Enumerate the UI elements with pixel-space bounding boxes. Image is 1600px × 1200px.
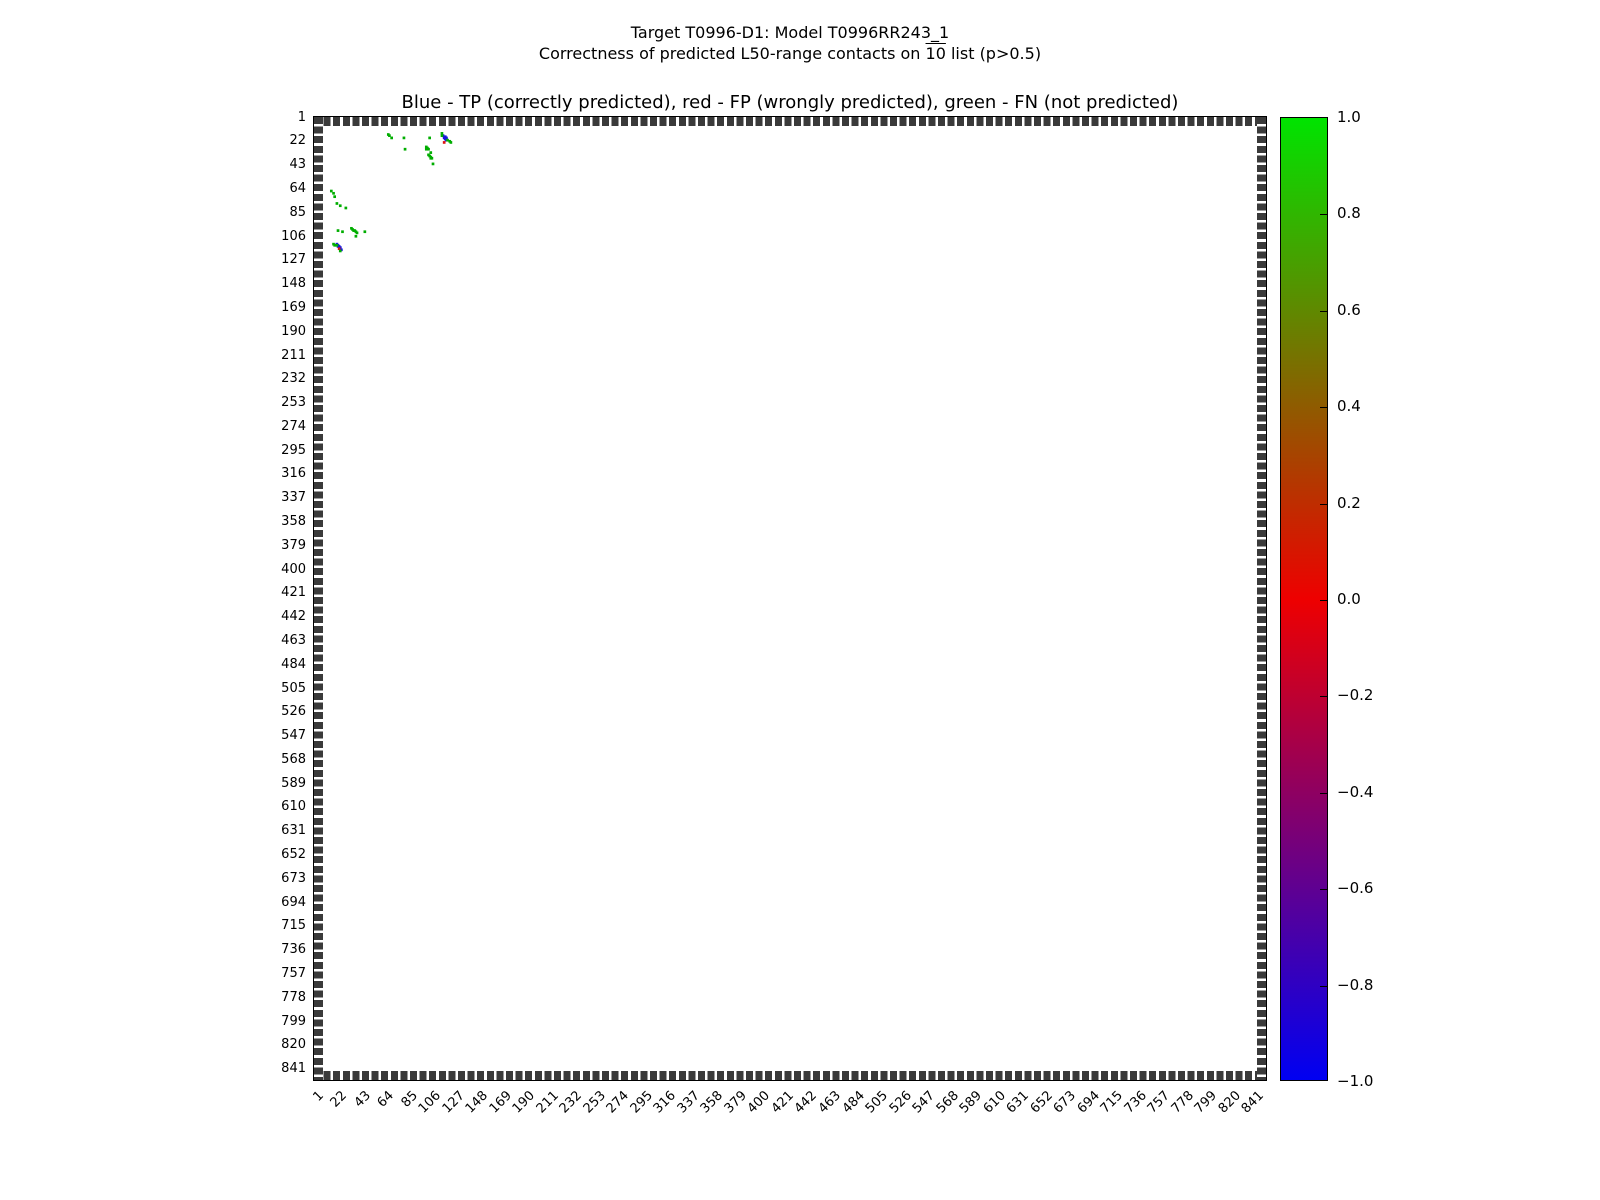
figure-title-line2-overlined: 10 bbox=[925, 44, 946, 63]
x-tick-label: 694 bbox=[1074, 1088, 1103, 1117]
x-tick-label: 232 bbox=[557, 1088, 586, 1117]
figure-title-line2-suffix: list (p>0.5) bbox=[945, 44, 1042, 63]
colorbar bbox=[1280, 117, 1328, 1081]
y-tick-label: 715 bbox=[281, 918, 306, 934]
y-tick-label: 547 bbox=[281, 728, 306, 744]
x-tick-label: 841 bbox=[1238, 1088, 1268, 1117]
x-tick-label: 799 bbox=[1191, 1088, 1221, 1117]
data-point bbox=[336, 202, 339, 205]
data-point bbox=[356, 231, 359, 234]
contact-map-plot bbox=[313, 116, 1267, 1081]
x-tick-label: 253 bbox=[580, 1088, 609, 1117]
colorbar-tick-label: −0.6 bbox=[1337, 879, 1374, 898]
data-point bbox=[345, 207, 348, 210]
colorbar-tick bbox=[1320, 793, 1328, 794]
y-tick-label: 379 bbox=[281, 537, 306, 553]
data-point bbox=[339, 204, 342, 207]
y-tick-label: 421 bbox=[281, 585, 306, 601]
x-tick-label: 778 bbox=[1168, 1088, 1197, 1117]
figure-title-line2 bbox=[313, 43, 1267, 64]
x-tick-label: 421 bbox=[768, 1088, 797, 1117]
x-tick-label: 337 bbox=[674, 1088, 703, 1117]
data-point bbox=[333, 195, 336, 198]
y-tick-label: 568 bbox=[281, 751, 306, 767]
x-tick-label: 400 bbox=[745, 1088, 774, 1117]
x-tick-label: 1 bbox=[310, 1088, 327, 1105]
x-tick-label: 22 bbox=[327, 1088, 351, 1111]
x-tick-label: 148 bbox=[463, 1088, 492, 1117]
x-tick-label: 463 bbox=[815, 1088, 844, 1117]
colorbar-tick-label: 0.6 bbox=[1337, 300, 1361, 319]
colorbar-tick bbox=[1320, 889, 1328, 890]
data-point bbox=[429, 157, 432, 160]
y-tick-label: 22 bbox=[289, 133, 306, 149]
y-tick-label: 673 bbox=[281, 870, 306, 886]
x-tick-label: 484 bbox=[839, 1088, 868, 1117]
data-point bbox=[337, 229, 340, 232]
y-tick-label: 148 bbox=[281, 276, 306, 292]
data-point bbox=[336, 244, 339, 247]
y-tick-label: 169 bbox=[281, 299, 306, 315]
colorbar-tick-label: 0.4 bbox=[1337, 397, 1361, 416]
x-tick-label: 442 bbox=[792, 1088, 821, 1117]
axes-title-legend: Blue - TP (correctly predicted), red - FP (wrongly predicted), green - FN (not predicted) bbox=[401, 92, 1179, 113]
x-tick-label: 610 bbox=[980, 1088, 1009, 1117]
y-tick-label: 631 bbox=[281, 823, 306, 839]
y-tick-label: 610 bbox=[281, 799, 306, 815]
figure-title-line1: Target T0996-D1: Model T0996RR243_1 bbox=[630, 23, 950, 42]
data-point bbox=[339, 250, 342, 253]
x-tick-label: 379 bbox=[721, 1088, 750, 1117]
data-point bbox=[404, 148, 407, 151]
y-tick-label: 358 bbox=[281, 514, 306, 530]
x-tick-label: 64 bbox=[374, 1088, 398, 1111]
colorbar-tick-label: −1.0 bbox=[1337, 1072, 1374, 1090]
y-tick-label: 211 bbox=[281, 347, 306, 363]
x-tick-label: 631 bbox=[1003, 1088, 1032, 1117]
data-point bbox=[355, 235, 358, 238]
plot-border-right bbox=[1257, 117, 1266, 1080]
x-tick-label: 211 bbox=[533, 1088, 562, 1117]
y-tick-label: 589 bbox=[281, 775, 306, 791]
data-point bbox=[432, 163, 435, 166]
colorbar-tick bbox=[1320, 407, 1328, 408]
y-tick-label: 799 bbox=[281, 1013, 306, 1029]
scatter-points-layer bbox=[314, 117, 1266, 1080]
y-tick-label: 274 bbox=[281, 418, 306, 434]
colorbar-tick bbox=[1320, 600, 1328, 601]
y-tick-label: 1 bbox=[297, 109, 306, 125]
x-tick-label: 127 bbox=[439, 1088, 468, 1117]
x-tick-label: 820 bbox=[1215, 1088, 1244, 1117]
x-tick-label: 169 bbox=[486, 1088, 515, 1117]
y-tick-label: 694 bbox=[281, 894, 306, 910]
y-tick-label: 820 bbox=[281, 1037, 306, 1053]
y-tick-label: 463 bbox=[281, 632, 306, 648]
data-point bbox=[403, 137, 406, 140]
y-tick-label: 337 bbox=[281, 490, 306, 506]
y-tick-label: 652 bbox=[281, 847, 306, 863]
colorbar-tick-label: −0.8 bbox=[1337, 975, 1374, 994]
y-tick-label: 841 bbox=[281, 1061, 306, 1077]
x-tick-label: 547 bbox=[909, 1088, 938, 1117]
data-point bbox=[363, 230, 366, 233]
plot-border-left bbox=[314, 117, 323, 1080]
y-tick-label: 778 bbox=[281, 989, 306, 1005]
x-tick-label: 757 bbox=[1144, 1088, 1174, 1117]
y-tick-label: 316 bbox=[281, 466, 306, 482]
colorbar-tick bbox=[1320, 986, 1328, 987]
y-tick-label: 295 bbox=[281, 442, 306, 458]
colorbar-tick bbox=[1320, 311, 1328, 312]
x-tick-label: 526 bbox=[886, 1088, 915, 1117]
data-point bbox=[427, 148, 430, 151]
colorbar-tick-label: 0.2 bbox=[1337, 493, 1361, 512]
y-tick-label: 484 bbox=[281, 656, 306, 672]
x-tick-label: 43 bbox=[351, 1088, 374, 1111]
y-tick-label: 127 bbox=[281, 252, 306, 268]
x-tick-label: 190 bbox=[510, 1088, 539, 1117]
x-tick-label: 589 bbox=[956, 1088, 985, 1117]
y-tick-label: 505 bbox=[281, 680, 306, 696]
x-tick-label: 106 bbox=[415, 1088, 445, 1117]
y-tick-label: 232 bbox=[281, 371, 306, 387]
data-point bbox=[390, 137, 393, 140]
y-tick-label: 400 bbox=[281, 561, 306, 577]
y-tick-label: 526 bbox=[281, 704, 306, 720]
y-tick-label: 43 bbox=[289, 157, 306, 173]
colorbar-tick-label: 0.8 bbox=[1337, 204, 1361, 223]
x-tick-label: 295 bbox=[627, 1088, 656, 1117]
x-tick-label: 568 bbox=[933, 1088, 962, 1117]
y-tick-label: 106 bbox=[281, 228, 306, 244]
colorbar-tick-label: 0.0 bbox=[1337, 590, 1361, 608]
x-tick-label: 85 bbox=[398, 1088, 421, 1111]
data-point bbox=[441, 134, 444, 137]
x-tick-label: 715 bbox=[1097, 1088, 1127, 1117]
colorbar-tick bbox=[1320, 214, 1328, 215]
colorbar-tick bbox=[1320, 504, 1328, 505]
data-point bbox=[450, 141, 453, 144]
y-tick-label: 442 bbox=[281, 609, 306, 625]
x-tick-label: 358 bbox=[698, 1088, 727, 1117]
y-tick-label: 190 bbox=[281, 323, 306, 339]
y-tick-label: 253 bbox=[281, 395, 306, 411]
x-tick-label: 316 bbox=[651, 1088, 680, 1117]
data-point bbox=[428, 137, 431, 140]
colorbar-tick-label: 1.0 bbox=[1337, 108, 1361, 126]
x-tick-label: 652 bbox=[1027, 1088, 1056, 1117]
y-tick-label: 736 bbox=[281, 942, 306, 958]
plot-border-top bbox=[314, 117, 1266, 126]
x-tick-label: 274 bbox=[604, 1088, 633, 1117]
x-tick-label: 505 bbox=[862, 1088, 891, 1117]
figure-title bbox=[313, 22, 1267, 64]
y-tick-label: 85 bbox=[289, 204, 306, 220]
colorbar-tick bbox=[1320, 696, 1328, 697]
colorbar-tick-label: −0.2 bbox=[1337, 686, 1374, 705]
colorbar-tick-label: −0.4 bbox=[1337, 782, 1374, 801]
y-tick-label: 64 bbox=[289, 181, 306, 197]
y-tick-label: 757 bbox=[281, 965, 306, 981]
figure-title-line2-prefix: Correctness of predicted L50-range contacts on bbox=[538, 44, 926, 63]
data-point bbox=[332, 192, 335, 195]
plot-border-bottom bbox=[314, 1071, 1266, 1080]
data-point bbox=[443, 141, 446, 144]
x-tick-label: 736 bbox=[1121, 1088, 1150, 1117]
data-point bbox=[341, 230, 344, 233]
x-tick-label: 673 bbox=[1050, 1088, 1080, 1117]
